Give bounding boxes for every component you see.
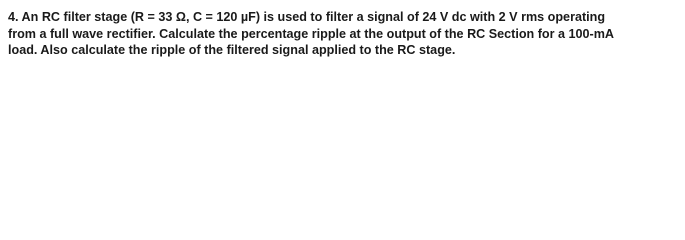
question-text	[8, 9, 680, 59]
question-line-2: from a full wave rectifier. Calculate the percentage ripple at the output of the RC Section for a 100-mA	[8, 26, 615, 41]
question-line-3: load. Also calculate the ripple of the filtered signal applied to the RC stage.	[8, 43, 456, 57]
question-line-1: 4. An RC filter stage (R = 33 Ω, C = 120 µF) is used to filter a signal of 24 V dc with 2 V rms operating	[8, 10, 606, 24]
